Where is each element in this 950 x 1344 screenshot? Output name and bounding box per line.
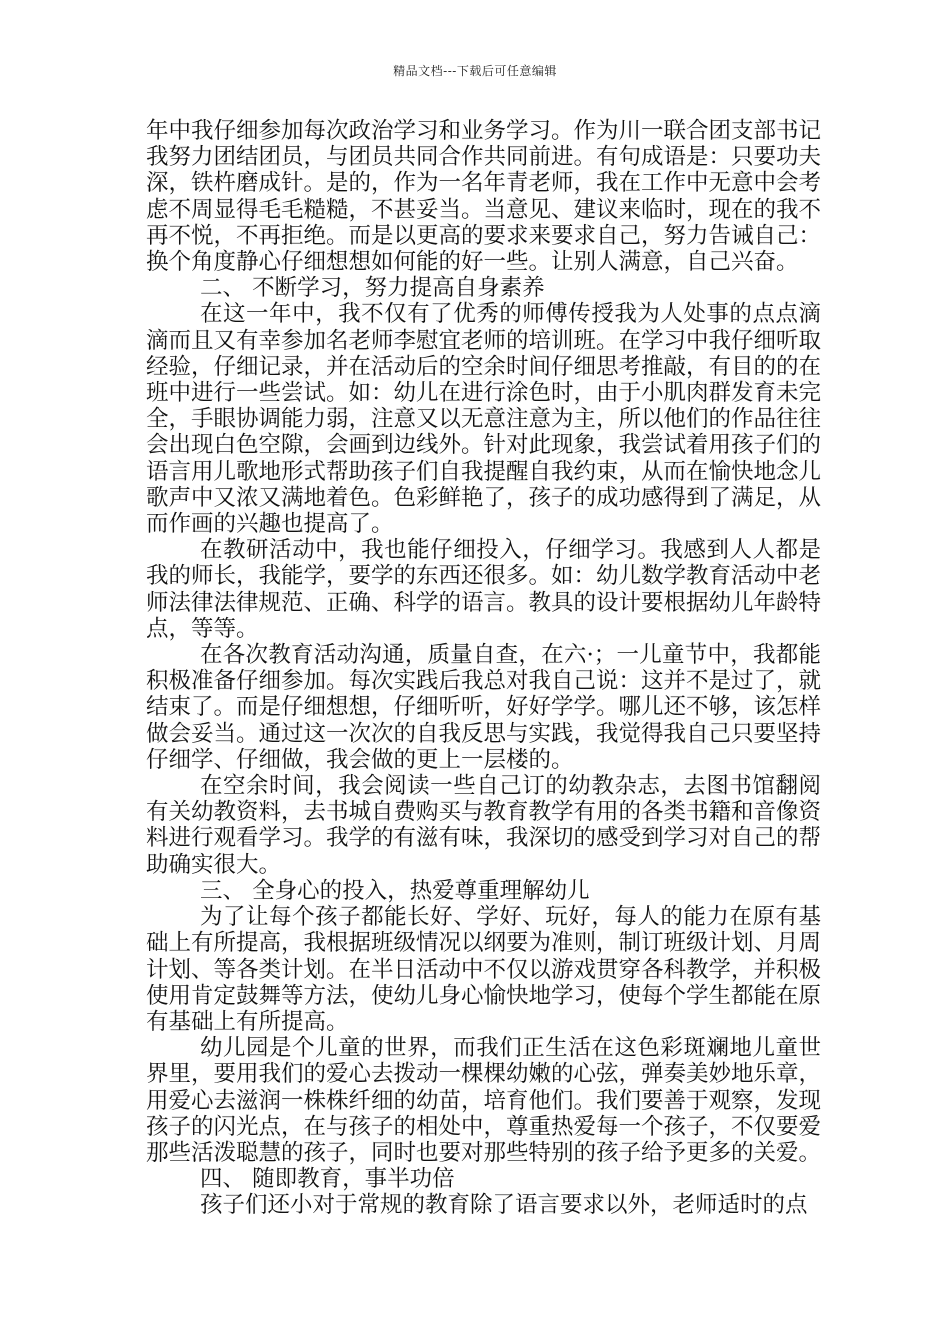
paragraph: 为了让每个孩子都能长好、学好、玩好，每人的能力在原有基础上有所提高，我根据班级情况以纲要为准则，制订班级计划、月周计划、等各类计划。在半日活动中不仅以游戏贯穿各科教学，并积极使用肯定鼓舞等方法，使幼儿身心愉快地学习，使每个学生都能在原有基础上有所提高。 — [146, 904, 822, 1035]
section-heading: 二、 不断学习，努力提高自身素养 — [200, 275, 545, 302]
page-header: 精品文档---下载后可任意编辑 — [393, 64, 557, 78]
section-heading: 三、 全身心的投入，热爱尊重理解幼儿 — [200, 877, 590, 904]
document-body — [146, 118, 821, 1219]
paragraph: 孩子们还小对于常规的教育除了语言要求以外，老师适时的点 — [200, 1192, 808, 1219]
paragraph: 在这一年中，我不仅有了优秀的师傅传授我为人处事的点点滴滴而且又有幸参加名老师李慰宜老师的培训班。在学习中我仔细听取经验，仔细记录，并在活动后的空余时间仔细思考推敲，有目的的在班中进行一些尝试。如：幼儿在进行涂色时，由于小肌肉群发育未完全，手眼协调能力弱，注意又以无意注意为主，所以他们的作品往往会出现白色空隙，会画到边线外。针对此现象，我尝试着用孩子们的语言用儿歌地形式帮助孩子们自我提醒自我约束，从而在愉快地念儿歌声中又浓又满地着色。色彩鲜艳了，孩子的成功感得到了满足，从而作画的兴趣也提高了。 — [146, 301, 822, 538]
paragraph: 在教研活动中，我也能仔细投入，仔细学习。我感到人人都是我的师长，我能学，要学的东西还很多。如：幼儿数学教育活动中老师法律法律规范、正确、科学的语言。教具的设计要根据幼儿年龄特点，等等。 — [146, 537, 822, 642]
paragraph: 在空余时间，我会阅读一些自己订的幼教杂志，去图书馆翻阅有关幼教资料，去书城自费购买与教育教学有用的各类书籍和音像资料进行观看学习。我学的有滋有味，我深切的感受到学习对自己的帮助确实很大。 — [146, 773, 822, 878]
paragraph: 幼儿园是个儿童的世界，而我们正生活在这色彩斑斓地儿童世界里，要用我们的爱心去拨动一棵棵幼嫩的心弦，弹奏美妙地乐章，用爱心去滋润一株株纤细的幼苗，培育他们。我们要善于观察，发现孩子的闪光点，在与孩子的相处中，尊重热爱每一个孩子，不仅要爱那些活泼聪慧的孩子，同时也要对那些特别的孩子给予更多的关爱。 — [146, 1035, 822, 1166]
section-heading: 四、 随即教育，事半功倍 — [200, 1166, 455, 1193]
paragraph: 年中我仔细参加每次政治学习和业务学习。作为川一联合团支部书记我努力团结团员，与团员共同合作共同前进。有句成语是：只要功夫深，铁杵磨成针。是的，作为一名年青老师，我在工作中无意中会考虑不周显得毛毛糙糙，不甚妥当。当意见、建议来临时，现在的我不再不悦，不再拒绝。而是以更高的要求来要求自己，努力告诫自己：换个角度静心仔细想想如何能的好一些。让别人满意，自己兴奋。 — [146, 118, 822, 276]
paragraph: 在各次教育活动沟通，质量自查，在六·；一儿童节中，我都能积极准备仔细参加。每次实践后我总对我自己说：这并不是过了，就结束了。而是仔细想想，仔细听听，好好学学。哪儿还不够，该怎样做会妥当。通过这一次次的自我反思与实践，我觉得我自己只要坚持仔细学、仔细做，我会做的更上一层楼的。 — [146, 642, 822, 773]
